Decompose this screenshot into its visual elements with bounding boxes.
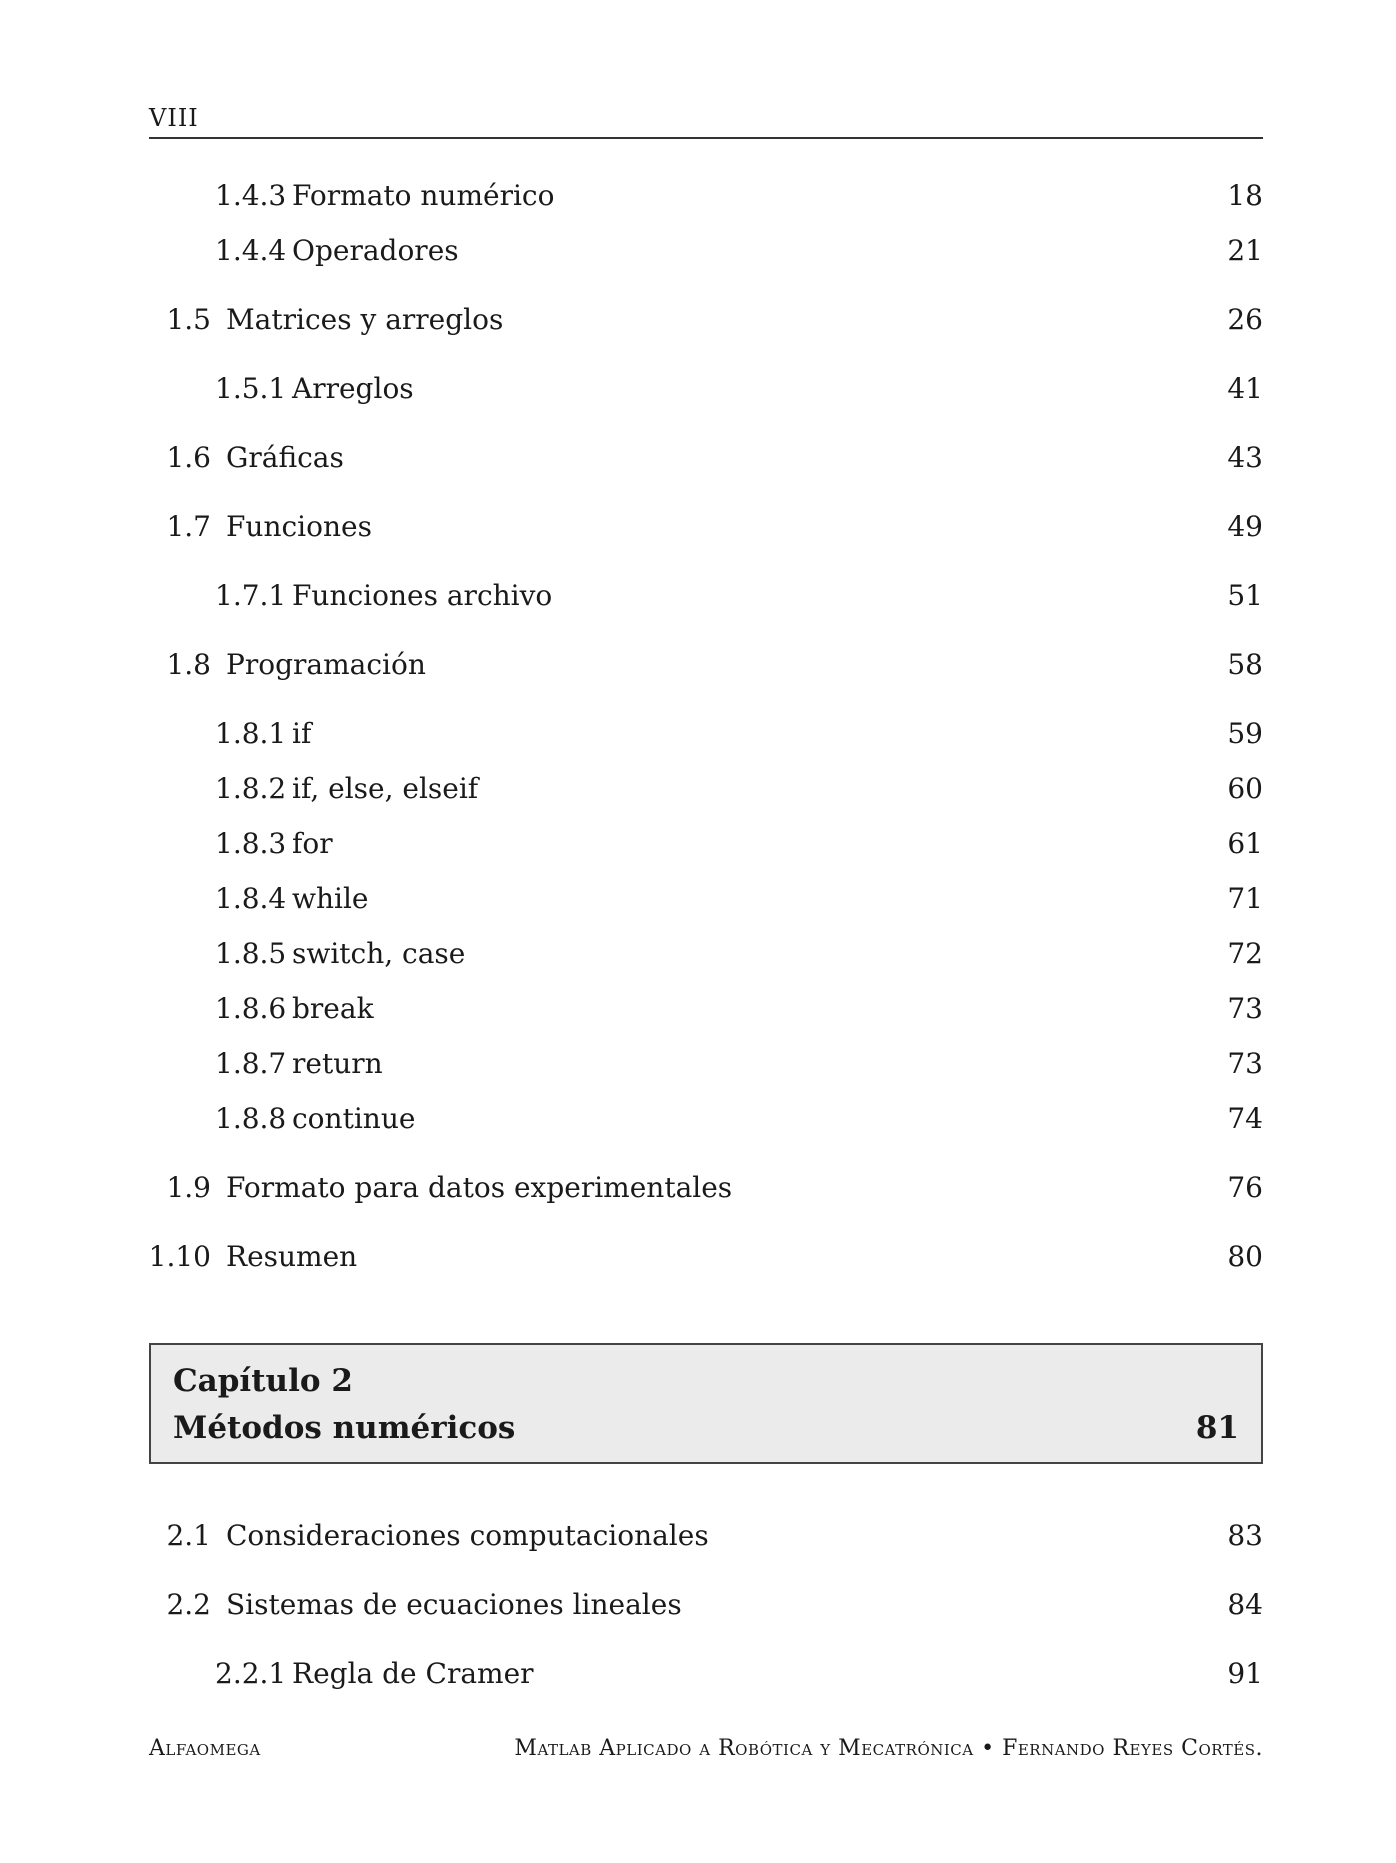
toc-entry-title: Funciones archivo <box>292 579 553 612</box>
toc-entry-page: 41 <box>1227 372 1263 405</box>
toc-entry[interactable] <box>149 303 1263 337</box>
toc-entry-page: 43 <box>1227 441 1263 474</box>
toc-entry-title: Operadores <box>292 234 459 267</box>
toc-entry-number: 1.4.4 <box>215 234 287 267</box>
toc-entry[interactable] <box>149 717 1263 751</box>
toc-entry-title: Consideraciones computacionales <box>226 1519 709 1552</box>
toc-entry-page: 26 <box>1227 303 1263 336</box>
toc-entry[interactable] <box>149 179 1263 213</box>
toc-entry-page: 83 <box>1227 1519 1263 1552</box>
toc-entry[interactable] <box>149 510 1263 544</box>
toc-entry-page: 21 <box>1227 234 1263 267</box>
toc-entry-number: 1.7.1 <box>215 579 287 612</box>
toc-entry-title: if, else, elseif <box>292 772 479 805</box>
toc-entry-page: 76 <box>1227 1171 1263 1204</box>
toc-entry[interactable] <box>149 937 1263 971</box>
toc-entry-number: 2.2.1 <box>215 1657 287 1690</box>
toc-entry-title: return <box>292 1047 383 1080</box>
toc-entry-title: Resumen <box>226 1240 358 1273</box>
toc-entry-title: switch, case <box>292 937 466 970</box>
toc-entry-number: 1.8.3 <box>215 827 287 860</box>
toc-entry[interactable] <box>149 648 1263 682</box>
toc-entry-page: 74 <box>1227 1102 1263 1135</box>
toc-entry-number: 1.8 <box>166 648 211 681</box>
chapter-heading-box[interactable] <box>149 1343 1263 1464</box>
toc-entry-number: 1.8.1 <box>215 717 287 750</box>
toc-entry-page: 91 <box>1227 1657 1263 1690</box>
toc-entry-page: 49 <box>1227 510 1263 543</box>
toc-entry-page: 58 <box>1227 648 1263 681</box>
toc-entry-title: Funciones <box>226 510 372 543</box>
toc-entry[interactable] <box>149 1657 1263 1691</box>
toc-entry[interactable] <box>149 882 1263 916</box>
toc-entry-page: 61 <box>1227 827 1263 860</box>
toc-entry-number: 1.5 <box>166 303 211 336</box>
toc-entry-page: 80 <box>1227 1240 1263 1273</box>
toc-entry-number: 1.4.3 <box>215 179 287 212</box>
toc-entry-number: 1.10 <box>148 1240 211 1273</box>
chapter-title: Métodos numéricos <box>173 1410 516 1446</box>
toc-entry-title: Gráficas <box>226 441 344 474</box>
toc-entry[interactable] <box>149 772 1263 806</box>
toc-entry-number: 1.5.1 <box>215 372 287 405</box>
toc-entry-title: break <box>292 992 374 1025</box>
toc-entry-number: 1.8.2 <box>215 772 287 805</box>
toc-entry[interactable] <box>149 372 1263 406</box>
toc-entry-number: 1.8.5 <box>215 937 287 970</box>
toc-entry[interactable] <box>149 234 1263 268</box>
toc-entry-page: 72 <box>1227 937 1263 970</box>
toc-entry-title: Sistemas de ecuaciones lineales <box>226 1588 682 1621</box>
toc-entry-page: 18 <box>1227 179 1263 212</box>
toc-entry-title: continue <box>292 1102 416 1135</box>
toc-entry-title: Regla de Cramer <box>292 1657 534 1690</box>
toc-entry-number: 1.8.6 <box>215 992 287 1025</box>
toc-entry[interactable] <box>149 441 1263 475</box>
toc-entry-page: 71 <box>1227 882 1263 915</box>
toc-entry[interactable] <box>149 827 1263 861</box>
toc-entry-title: Programación <box>226 648 426 681</box>
toc-entry-number: 1.8.7 <box>215 1047 287 1080</box>
page-number: VIII <box>149 104 199 132</box>
toc-entry-title: Arreglos <box>292 372 414 405</box>
toc-entry-title: while <box>292 882 369 915</box>
toc-entry-page: 84 <box>1227 1588 1263 1621</box>
footer-publisher: Alfaomega <box>149 1736 261 1761</box>
chapter-page: 81 <box>1195 1410 1239 1446</box>
toc-entry[interactable] <box>149 992 1263 1026</box>
toc-entry-page: 73 <box>1227 992 1263 1025</box>
toc-entry-page: 73 <box>1227 1047 1263 1080</box>
toc-entry-number: 1.6 <box>166 441 211 474</box>
toc-entry[interactable] <box>149 579 1263 613</box>
toc-entry-title: for <box>292 827 333 860</box>
header-rule <box>149 137 1263 139</box>
footer-book-info: Matlab Aplicado a Robótica y Mecatrónica • Fernando Reyes Cortés. <box>514 1736 1263 1761</box>
toc-entry-page: 59 <box>1227 717 1263 750</box>
chapter-label: Capítulo 2 <box>173 1363 353 1399</box>
toc-entry[interactable] <box>149 1047 1263 1081</box>
toc-entry-number: 1.8.8 <box>215 1102 287 1135</box>
toc-entry[interactable] <box>149 1102 1263 1136</box>
toc-entry-number: 1.7 <box>166 510 211 543</box>
toc-entry-number: 2.2 <box>166 1588 211 1621</box>
toc-entry-page: 60 <box>1227 772 1263 805</box>
toc-entry-number: 1.9 <box>166 1171 211 1204</box>
toc-entry-title: if <box>292 717 312 750</box>
toc-entry-title: Formato numérico <box>292 179 555 212</box>
toc-entry-number: 2.1 <box>166 1519 211 1552</box>
toc-entry[interactable] <box>149 1240 1263 1274</box>
toc-entry-page: 51 <box>1227 579 1263 612</box>
toc-entry-title: Matrices y arreglos <box>226 303 504 336</box>
toc-entry-number: 1.8.4 <box>215 882 287 915</box>
toc-entry[interactable] <box>149 1171 1263 1205</box>
toc-entry-title: Formato para datos experimentales <box>226 1171 733 1204</box>
toc-entry[interactable] <box>149 1519 1263 1553</box>
toc-entry[interactable] <box>149 1588 1263 1622</box>
